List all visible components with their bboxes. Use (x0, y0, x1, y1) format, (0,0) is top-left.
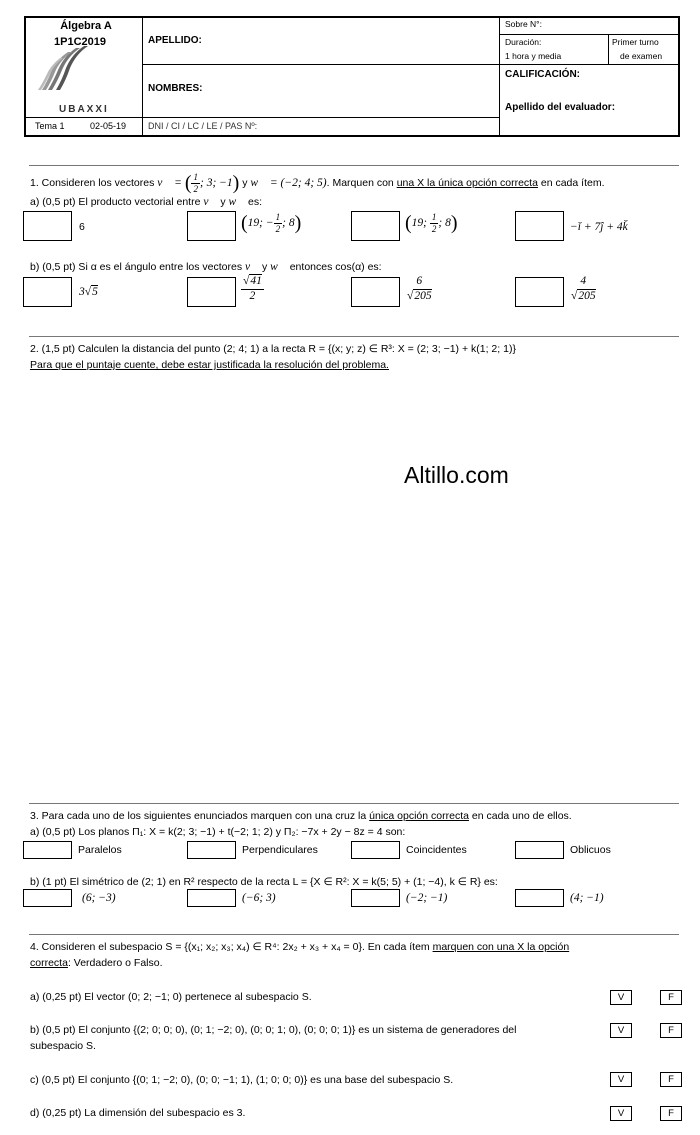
q1b-option1-label: 3√5 (79, 286, 98, 298)
q4d-true-box[interactable]: V (610, 1106, 632, 1121)
q3b-option3-checkbox[interactable] (351, 889, 400, 907)
q1b-option4-checkbox[interactable] (515, 277, 564, 307)
q4a-text: a) (0,25 pt) El vector (0; 2; −1; 0) pertenece al subespacio S. (30, 991, 312, 1003)
dni-label: DNI / CI / LC / LE / PAS Nº: (148, 121, 258, 131)
q1-intro: 1. Consideren los vectores v⃗ = ( $\frac{1}{2}$ ; 3; −1) y w⃗ = (−2; 4; 5). Marquen con una X la única opción correcta en cada ítem. (30, 172, 605, 194)
q1a-option3-label: (19; $\frac{1}{2}$ ; 8) (405, 212, 458, 234)
q1a-text: a) (0,5 pt) El producto vectorial entre v⃗ y w⃗ es: (30, 196, 263, 208)
q1a-option4-checkbox[interactable] (515, 211, 564, 241)
exam-header (24, 16, 680, 137)
duracion-label: Duración: (505, 37, 542, 47)
q4a-false-box[interactable]: F (660, 990, 682, 1005)
logo-text: UBAXXI (59, 104, 109, 115)
q4d-text: d) (0,25 pt) La dimensión del subespacio es 3. (30, 1107, 246, 1119)
q4b-text: b) (0,5 pt) El conjunto {(2; 0; 0; 0), (0; 1; −2; 0), (0; 0; 1; 0), (0; 0; 0; 1)} es un sistema de generadores del (30, 1024, 517, 1036)
q3a-option3-checkbox[interactable] (351, 841, 400, 859)
q2-note: Para que el puntaje cuente, debe estar justificada la resolución del problema. (30, 359, 389, 371)
q1b-option3-label: $\frac{6}{√205}$ (407, 275, 432, 302)
q1b-text: b) (0,5 pt) Si α es el ángulo entre los vectores v⃗ y w⃗ entonces cos(α) es: (30, 261, 382, 273)
q1b-option4-label: $\frac{4}{√205}$ (571, 275, 596, 302)
q3a-option4-checkbox[interactable] (515, 841, 564, 859)
nombres-label: NOMBRES: (148, 83, 203, 94)
q3b-option2-checkbox[interactable] (187, 889, 236, 907)
divider (29, 336, 679, 337)
evaluador-label: Apellido del evaluador: (505, 102, 616, 113)
divider (29, 165, 679, 166)
q1a-option2-label: (19; − $\frac{1}{2}$ ; 8) (241, 212, 302, 234)
q3b-option3-label: (−2; −1) (406, 892, 448, 904)
course-name: Álgebra A (60, 20, 112, 32)
q1b-option2-label: $\frac{√41}{2}$ (243, 275, 262, 302)
exam-date: 02-05-19 (90, 121, 127, 131)
ubaxxi-logo-icon (36, 44, 88, 92)
q3b-option4-checkbox[interactable] (515, 889, 564, 907)
q4-intro-line2: correcta: Verdadero o Falso. (30, 957, 163, 969)
q1a-option4-label: −ĭ + 7ĵ + 4k̆ (570, 221, 628, 233)
watermark: Altillo.com (404, 462, 509, 488)
q2-text: 2. (1,5 pt) Calculen la distancia del punto (2; 4; 1) a la recta R = {(x; y; z) ∈ R³: X = (2; 3; −1) + k(1; 2; 1)} (30, 343, 516, 355)
q4b-true-box[interactable]: V (610, 1023, 632, 1038)
q1a-option2-checkbox[interactable] (187, 211, 236, 241)
q3-intro: 3. Para cada uno de los siguientes enunciados marquen con una cruz la única opción correcta en cada uno de ellos. (30, 810, 572, 822)
q4b-text-line2: subespacio S. (30, 1040, 96, 1052)
q1a-option1-label: 6 (79, 221, 85, 233)
q4c-text: c) (0,5 pt) El conjunto {(0; 1; −2; 0), (0; 0; −1; 1), (1; 0; 0; 0)} es una base del subespacio S. (30, 1074, 454, 1086)
q3b-option1-checkbox[interactable] (23, 889, 72, 907)
q3a-option1-checkbox[interactable] (23, 841, 72, 859)
sobre-label: Sobre N°: (505, 19, 542, 29)
q4c-false-box[interactable]: F (660, 1072, 682, 1087)
q3b-option2-label: (−6; 3) (242, 892, 276, 904)
apellido-label: APELLIDO: (148, 35, 202, 46)
q1b-option2-checkbox[interactable] (187, 277, 236, 307)
q1a-option1-checkbox[interactable] (23, 211, 72, 241)
q3b-option4-label: (4; −1) (570, 892, 604, 904)
divider (29, 934, 679, 935)
q4b-false-box[interactable]: F (660, 1023, 682, 1038)
turno-line2: de examen (620, 51, 663, 61)
q3b-text: b) (1 pt) El simétrico de (2; 1) en R² respecto de la recta L = {X ∈ R²: X = k(5; 5) + (1; −4), k ∈ R} es: (30, 876, 498, 888)
q1a-option3-checkbox[interactable] (351, 211, 400, 241)
q3a-option2-label: Perpendiculares (242, 844, 318, 856)
q3a-text: a) (0,5 pt) Los planos Π₁: X = k(2; 3; −1) + t(−2; 1; 2) y Π₂: −7x + 2y − 8z = 4 son: (30, 826, 406, 838)
q3a-option2-checkbox[interactable] (187, 841, 236, 859)
course-code: 1P1C2019 (54, 36, 106, 48)
q1b-option3-checkbox[interactable] (351, 277, 400, 307)
q4d-false-box[interactable]: F (660, 1106, 682, 1121)
q3a-option1-label: Paralelos (78, 844, 122, 856)
turno-line1: Primer turno (612, 37, 659, 47)
tema-label: Tema 1 (35, 121, 65, 131)
q3a-option4-label: Oblicuos (570, 844, 611, 856)
q4c-true-box[interactable]: V (610, 1072, 632, 1087)
duracion-value: 1 hora y media (505, 51, 562, 61)
q4-intro: 4. Consideren el subespacio S = {(x₁; x₂; x₃; x₄) ∈ R⁴: 2x₂ + x₃ + x₄ = 0}. En cada ítem marquen con una X la opción (30, 941, 570, 953)
q3b-option1-label: (6; −3) (82, 892, 116, 904)
calificacion-label: CALIFICACIÓN: (505, 69, 580, 80)
divider (29, 803, 679, 804)
q3a-option3-label: Coincidentes (406, 844, 467, 856)
q4a-true-box[interactable]: V (610, 990, 632, 1005)
q1b-option1-checkbox[interactable] (23, 277, 72, 307)
